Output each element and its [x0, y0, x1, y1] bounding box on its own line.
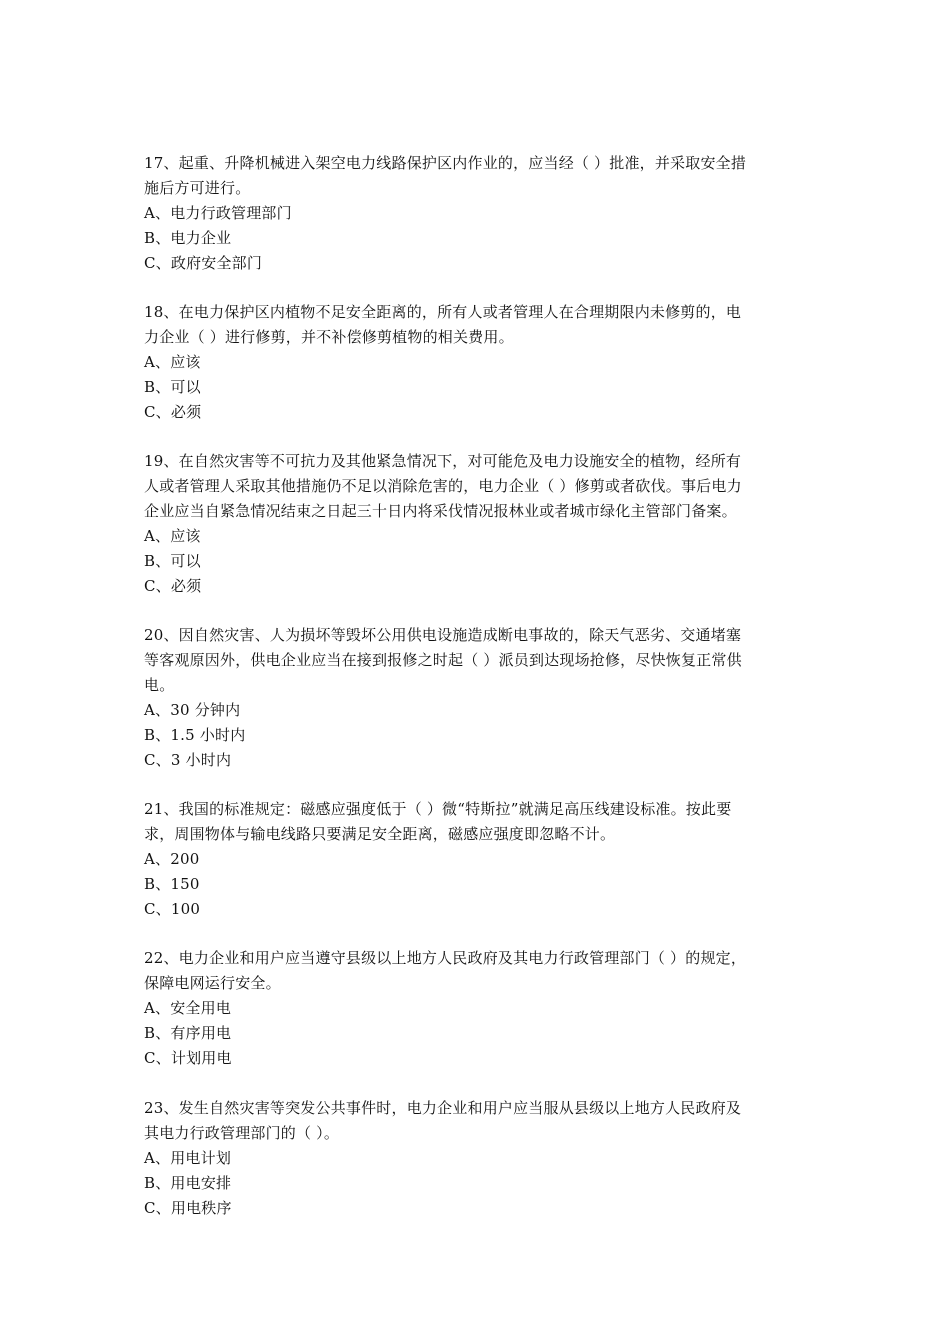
option-a: A、应该	[144, 527, 201, 545]
option-c: C、计划用电	[144, 1049, 232, 1067]
option-c: C、3 小时内	[144, 751, 232, 769]
question-23	[144, 1096, 809, 1221]
option-c: C、用电秩序	[144, 1199, 232, 1217]
option-a: A、电力行政管理部门	[144, 204, 292, 222]
question-stem-line: 人或者管理人采取其他措施仍不足以消除危害的，电力企业（ ）修剪或者砍伐。事后电力	[144, 477, 742, 495]
question-21	[144, 797, 809, 922]
option-b: B、可以	[144, 378, 201, 396]
option-a: A、30 分钟内	[144, 701, 241, 719]
question-20	[144, 623, 809, 773]
option-a: A、安全用电	[144, 999, 232, 1017]
question-stem-line: 其电力行政管理部门的（ ）。	[144, 1124, 340, 1142]
question-stem-line: 施后方可进行。	[144, 179, 251, 197]
option-c: C、100	[144, 900, 201, 918]
question-18	[144, 300, 809, 425]
option-c: C、政府安全部门	[144, 254, 263, 272]
option-a: A、用电计划	[144, 1149, 232, 1167]
question-stem-line: 17、起重、升降机械进入架空电力线路保护区内作业的，应当经（ ）批准，并采取安全措	[144, 154, 747, 172]
option-b: B、150	[144, 875, 200, 893]
question-stem-line: 20、因自然灾害、人为损坏等毁坏公用供电设施造成断电事故的，除天气恶劣、交通堵塞	[144, 626, 742, 644]
option-b: B、用电安排	[144, 1174, 232, 1192]
option-c: C、必须	[144, 577, 202, 595]
question-17	[144, 151, 809, 276]
option-b: B、电力企业	[144, 229, 232, 247]
question-stem-line: 企业应当自紧急情况结束之日起三十日内将采伐情况报林业或者城市绿化主管部门备案。	[144, 502, 737, 520]
question-19	[144, 449, 809, 599]
question-stem-line: 求，周围物体与输电线路只要满足安全距离，磁感应强度即忽略不计。	[144, 825, 616, 843]
option-a: A、应该	[144, 353, 201, 371]
option-b: B、1.5 小时内	[144, 726, 246, 744]
question-stem-line: 保障电网运行安全。	[144, 974, 281, 992]
question-stem-line: 18、在电力保护区内植物不足安全距离的，所有人或者管理人在合理期限内未修剪的，电	[144, 303, 742, 321]
option-b: B、有序用电	[144, 1024, 232, 1042]
option-a: A、200	[144, 850, 200, 868]
question-stem-line: 力企业（ ）进行修剪，并不补偿修剪植物的相关费用。	[144, 328, 514, 346]
option-c: C、必须	[144, 403, 202, 421]
question-stem-line: 22、电力企业和用户应当遵守县级以上地方人民政府及其电力行政管理部门（ ）的规定，	[144, 949, 747, 967]
option-b: B、可以	[144, 552, 201, 570]
question-22	[144, 946, 809, 1071]
question-stem-line: 电。	[144, 676, 175, 694]
question-stem-line: 等客观原因外，供电企业应当在接到报修之时起（ ）派员到达现场抢修，尽快恢复正常供	[144, 651, 742, 669]
question-stem-line: 19、在自然灾害等不可抗力及其他紧急情况下，对可能危及电力设施安全的植物，经所有	[144, 452, 742, 470]
question-stem-line: 23、发生自然灾害等突发公共事件时，电力企业和用户应当服从县级以上地方人民政府及	[144, 1099, 742, 1117]
question-stem-line: 21、我国的标准规定：磁感应强度低于（ ）微“特斯拉”就满足高压线建设标准。按此要	[144, 800, 732, 818]
